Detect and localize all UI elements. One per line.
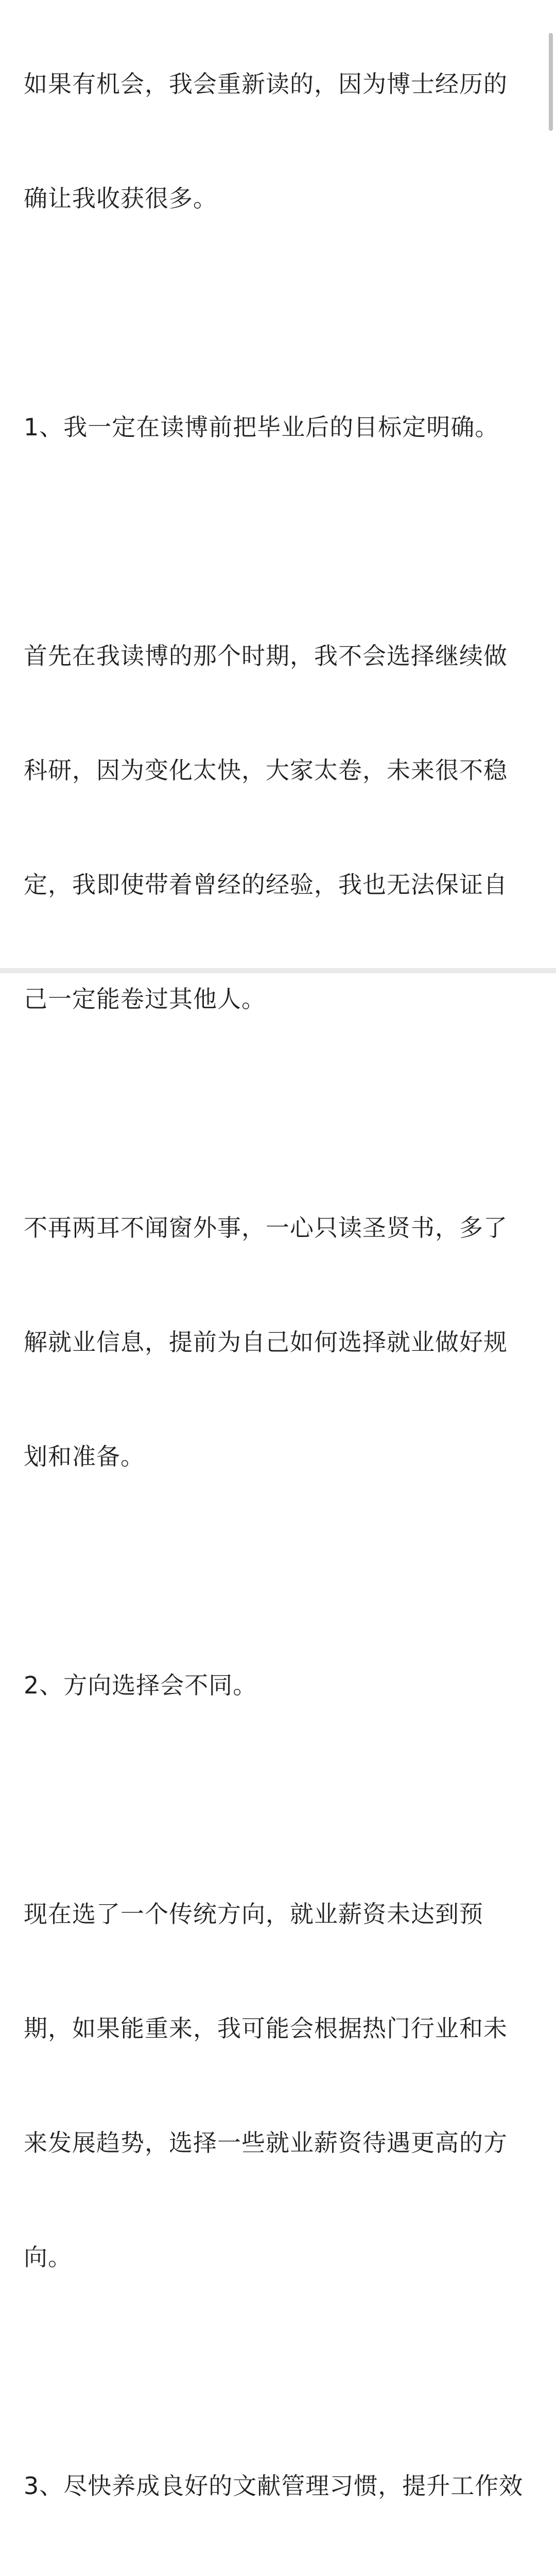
text-line: 3、尽快养成良好的文献管理习惯，提升工作效 <box>24 2472 524 2500</box>
paragraph-point-2 <box>24 1590 538 1781</box>
text-line: 2、方向选择会不同。 <box>24 1671 257 1699</box>
text-line: 1、我一定在读博前把毕业后的目标定明确。 <box>24 413 499 441</box>
bottom-divider <box>0 968 556 973</box>
paragraph-point-2-detail <box>24 1819 538 2352</box>
paragraph-point-1 <box>24 332 538 522</box>
text-line: 来发展趋势，选择一些就业薪资待遇更高的方 <box>24 2129 508 2157</box>
text-line: 如果有机会，我会重新读的，因为博士经历的 <box>24 70 508 98</box>
text-line: 首先在我读博的那个时期，我不会选择继续做 <box>24 642 508 670</box>
text-line: 向。 <box>24 2243 72 2271</box>
text-line: 划和准备。 <box>24 1443 145 1470</box>
text-line: 现在选了一个传统方向，就业薪资未达到预 <box>24 1900 483 1928</box>
text-line: 定，我即使带着曾经的经验，我也无法保证自 <box>24 871 508 899</box>
text-line: 期，如果能重来，我可能会根据热门行业和未 <box>24 2014 508 2042</box>
text-line: 己一定能卷过其他人。 <box>24 985 266 1013</box>
paragraph-intro <box>24 0 538 294</box>
text-line: 科研，因为变化太快，大家太卷，未来很不稳 <box>24 756 508 784</box>
paragraph-point-3 <box>24 2391 538 2576</box>
text-line: 解就业信息，提前为自己如何选择就业做好规 <box>24 1328 508 1356</box>
scrollbar-thumb[interactable] <box>549 33 553 131</box>
paragraph-point-1-detail-a <box>24 561 538 1094</box>
article-body <box>24 0 538 2576</box>
text-line: 不再两耳不闻窗外事，一心只读圣贤书，多了 <box>24 1214 508 1242</box>
text-line: 确让我收获很多。 <box>24 184 217 212</box>
paragraph-point-1-detail-b <box>24 1132 538 1552</box>
